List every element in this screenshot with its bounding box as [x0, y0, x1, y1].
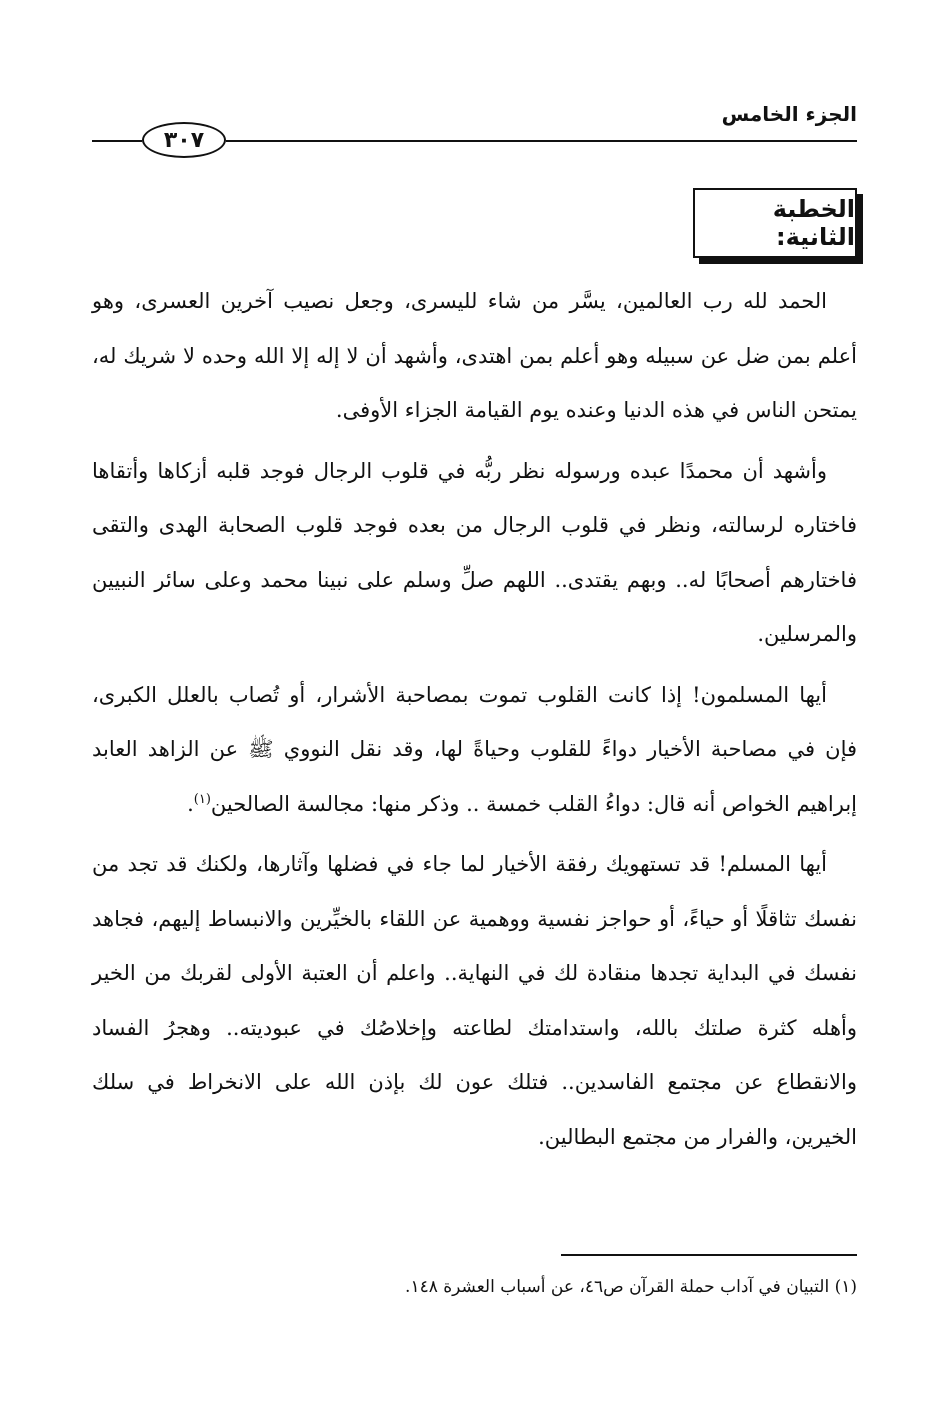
paragraph: الحمد لله رب العالمين، يسَّر من شاء لليسرى، وجعل نصيب آخرين العسرى، وهو أعلم بمن ضل عن سبيله وهو أعلم بمن اهتدى، وأشهد أن لا إله إلا الله وحده لا شريك له، يمتحن الناس في هذه الدنيا وعنده يوم القيامة الجزاء الأوفى. — [92, 289, 857, 422]
section-title: الخطبة الثانية: — [772, 195, 855, 251]
paragraph — [92, 668, 857, 832]
paragraph-end-punctuation: . — [187, 791, 194, 816]
running-head-title: الجزء الخامس — [721, 102, 857, 126]
page-number: ٣٠٧ — [142, 122, 226, 158]
body-text — [92, 274, 857, 1170]
paragraph-text: أيها المسلمون! إذا كانت القلوب تموت بمصاحبة الأشرار، أو تُصاب بالعلل الكبرى، فإن في مصاحبة الأخيار دواءً للقلوب وحياةً لها، وقد نقل النووي ﷺ عن الزاهد العابد إبراهيم الخواص أنه قال: دواءُ القلب خمسة .. وذكر منها: مجالسة الصالحين — [92, 682, 857, 816]
footnote: (١) التبيان في آداب حملة القرآن ص٤٦، عن أسباب العشرة ١٤٨. — [405, 1277, 857, 1297]
footnote-rule — [561, 1254, 857, 1256]
header-rule — [226, 140, 857, 142]
paragraph: وأشهد أن محمدًا عبده ورسوله نظر ربُّه في قلوب الرجال فوجد قلبه أزكاها وأتقاها فاختاره لرسالته، ونظر في قلوب الرجال من بعده فوجد قلوب الصحابة الهدى والتقى فاختارهم أصحابًا له.. وبهم يقتدى.. اللهم صلِّ وسلم على نبينا محمد وعلى سائر النبيين والمرسلين. — [92, 458, 857, 646]
section-title-box — [693, 188, 857, 258]
paragraph: أيها المسلم! قد تستهويك رفقة الأخيار لما جاء في فضلها وآثارها، ولكنك قد تجد من نفسك تثاقلًا أو حياءً، أو حواجز نفسية ووهمية عن اللقاء بالخيِّرين والانبساط إليهم، فجاهد نفسك في البداية تجدها منقادة لك في النهاية.. واعلم أن العتبة الأولى لقربك من الخير وأهله كثرة صلتك بالله، واستدامتك لطاعته وإخلاصُك في عبوديته.. وهجرُ الفساد والانقطاع عن مجتمع الفاسدين.. فتلك عون لك بإذن الله على الانخراط في سلك الخيرين، والفرار من مجتمع البطالين. — [92, 852, 857, 1149]
footnote-marker: (١) — [193, 791, 211, 807]
header-rule-left — [92, 140, 142, 142]
